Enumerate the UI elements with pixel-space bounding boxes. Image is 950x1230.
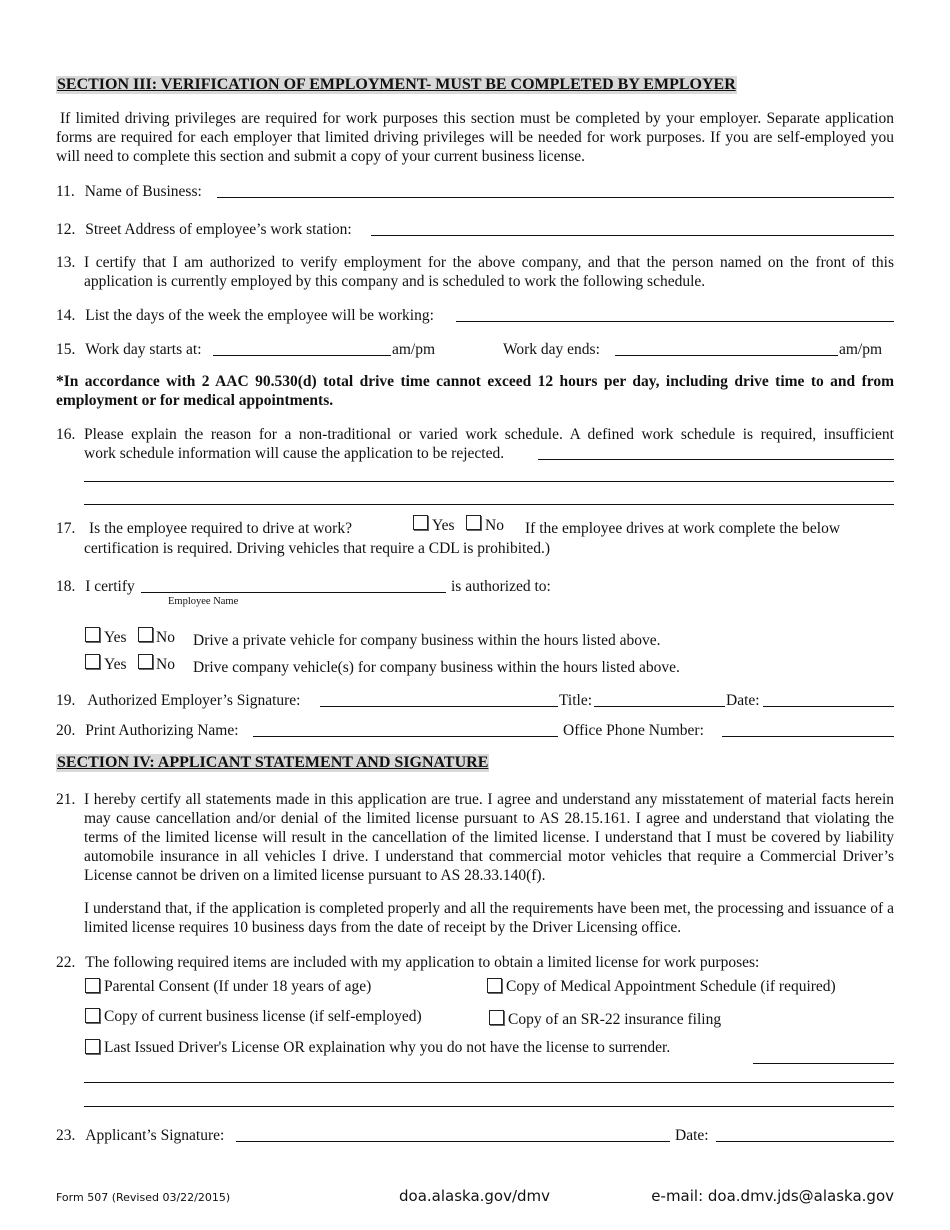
question-20: [56, 721, 239, 740]
question-16-text-line2: work schedule information will cause the application to be rejected.: [84, 445, 505, 462]
drive-time-notice: *In accordance with 2 AAC 90.530(d) total drive time cannot exceed 12 hours per day, including drive time to and from employment or for medical appointments.: [56, 373, 894, 409]
question-23: [56, 1126, 224, 1145]
license-explanation-field-3[interactable]: [84, 1106, 894, 1107]
authorizing-name-label: Print Authorizing Name:: [85, 722, 239, 739]
question-11: [56, 182, 202, 201]
question-16-number: 16.: [56, 426, 76, 443]
business-name-label: Name of Business:: [84, 183, 202, 200]
applicant-signature-label: Applicant’s Signature:: [85, 1127, 225, 1144]
private-vehicle-text: Drive a private vehicle for company business within the hours listed above.: [193, 632, 661, 649]
employer-signature-field[interactable]: [320, 706, 558, 707]
question-15: [56, 340, 202, 359]
drive-at-work-yes-checkbox[interactable]: [413, 515, 428, 530]
form-number: Form 507 (Revised 03/22/2015): [56, 1191, 231, 1204]
employer-date-field[interactable]: [763, 706, 894, 707]
company-vehicle-text: Drive company vehicle(s) for company business within the hours listed above.: [193, 659, 680, 676]
work-start-ampm: am/pm: [392, 341, 436, 358]
authorizing-name-field[interactable]: [253, 736, 558, 737]
company-vehicle-no-checkbox[interactable]: [138, 654, 153, 669]
title-label: Title:: [559, 692, 593, 709]
question-number: 23.: [56, 1127, 76, 1144]
private-vehicle-no-checkbox[interactable]: [138, 627, 153, 642]
question-number: 11.: [56, 183, 75, 200]
work-end-field[interactable]: [615, 355, 838, 356]
schedule-reason-field-2[interactable]: [84, 481, 894, 482]
required-items-label: The following required items are included with my application to obtain a limited license for work purposes:: [85, 954, 760, 971]
drive-at-work-question: Is the employee required to drive at work?: [89, 520, 352, 537]
street-address-label: Street Address of employee’s work station:: [85, 221, 352, 238]
office-phone-label: Office Phone Number:: [563, 722, 704, 739]
applicant-signature-field[interactable]: [236, 1141, 670, 1142]
question-13-number: 13.: [56, 254, 76, 271]
work-start-label: Work day starts at:: [85, 341, 202, 358]
work-end-label: Work day ends:: [503, 341, 600, 358]
question-number: 18.: [56, 578, 76, 595]
company-vehicle-yes-label: Yes: [104, 656, 127, 673]
employer-signature-label: Authorized Employer’s Signature:: [87, 692, 301, 709]
work-start-field[interactable]: [213, 355, 391, 356]
drive-at-work-instruction: If the employee drives at work complete the below: [525, 520, 841, 537]
sr22-checkbox[interactable]: [489, 1010, 504, 1025]
medical-schedule-label: Copy of Medical Appointment Schedule (if required): [506, 978, 836, 995]
title-field[interactable]: [594, 706, 725, 707]
question-18: [56, 577, 135, 596]
question-17-number: 17.: [56, 520, 76, 537]
question-12: [56, 220, 352, 239]
question-number: 15.: [56, 341, 76, 358]
website-link[interactable]: doa.alaska.gov/dmv: [399, 1187, 551, 1205]
private-vehicle-yes-checkbox[interactable]: [85, 627, 100, 642]
section-4-heading: SECTION IV: APPLICANT STATEMENT AND SIGNATURE: [57, 754, 489, 771]
employee-name-caption: Employee Name: [168, 596, 239, 607]
cdl-prohibited-note: certification is required. Driving vehicles that require a CDL is prohibited.): [84, 540, 550, 557]
employee-name-field[interactable]: [141, 592, 446, 593]
work-days-field[interactable]: [456, 321, 894, 322]
question-14: [56, 306, 434, 325]
employer-date-label: Date:: [726, 692, 760, 709]
certify-label: I certify: [85, 578, 135, 595]
question-number: 20.: [56, 722, 76, 739]
applicant-date-field[interactable]: [716, 1141, 894, 1142]
office-phone-field[interactable]: [722, 736, 894, 737]
work-end-ampm: am/pm: [839, 341, 883, 358]
question-number: 14.: [56, 307, 76, 324]
street-address-field[interactable]: [371, 235, 894, 236]
drive-at-work-no-checkbox[interactable]: [466, 515, 481, 530]
company-vehicle-no-label: No: [156, 656, 175, 673]
question-number: 12.: [56, 221, 76, 238]
private-vehicle-no-label: No: [156, 629, 175, 646]
business-name-field[interactable]: [217, 197, 894, 198]
business-license-checkbox[interactable]: [85, 1008, 100, 1023]
question-22: [56, 953, 759, 972]
schedule-reason-field-3[interactable]: [84, 504, 894, 505]
last-license-label: Last Issued Driver's License OR explaination why you do not have the license to surrender.: [104, 1039, 671, 1056]
section-3-heading: SECTION III: VERIFICATION OF EMPLOYMENT- MUST BE COMPLETED BY EMPLOYER: [57, 76, 736, 93]
drive-at-work-yes-label: Yes: [432, 517, 455, 534]
parental-consent-checkbox[interactable]: [85, 978, 100, 993]
business-license-label: Copy of current business license (if self-employed): [104, 1008, 422, 1025]
question-number: 22.: [56, 954, 76, 971]
authorized-to-label: is authorized to:: [451, 578, 551, 595]
sr22-label: Copy of an SR-22 insurance filing: [508, 1011, 722, 1028]
question-number: 19.: [56, 692, 76, 709]
email-contact[interactable]: e-mail: doa.dmv.jds@alaska.gov: [651, 1187, 894, 1205]
parental-consent-label: Parental Consent (If under 18 years of age): [104, 978, 372, 995]
applicant-statement-paragraph-1: I hereby certify all statements made in this application are true. I agree and understand any misstatement of material facts herein may cause cancellation and/or denial of the limited license pursuant to AS 28.15.161. I agree and understand that violating the terms of the limited license will result in the cancellation of the limited license. I understand that I must be covered by liability automobile insurance in all vehicles I drive. I understand that commercial motor vehicles that require a Commercial Driver’s License cannot be driven on a limited license pursuant to AS 28.33.140(f).: [84, 791, 894, 884]
medical-schedule-checkbox[interactable]: [487, 978, 502, 993]
schedule-reason-field-1[interactable]: [538, 459, 894, 460]
applicant-date-label: Date:: [675, 1127, 709, 1144]
question-19: [56, 691, 300, 710]
private-vehicle-yes-label: Yes: [104, 629, 127, 646]
question-21-number: 21.: [56, 791, 76, 808]
section-3-intro: If limited driving privileges are required for work purposes this section must be completed by your employer. Separate application forms are required for each employer that limited driving privileges will be needed for work purposes. If you are self-employed you will need to complete this section and submit a copy of your current business license.: [56, 110, 894, 165]
question-13-text: I certify that I am authorized to verify employment for the above company, and that the person named on the front of this application is currently employed by this company and is scheduled to work the following schedule.: [84, 254, 894, 290]
question-16-text-line1: Please explain the reason for a non-traditional or varied work schedule. A defined work schedule is required, insufficient: [84, 426, 894, 443]
company-vehicle-yes-checkbox[interactable]: [85, 654, 100, 669]
applicant-statement-paragraph-2: I understand that, if the application is completed properly and all the requirements have been met, the processing and issuance of a limited license requires 10 business days from the date of receipt by the Driver Licensing office.: [84, 900, 894, 936]
license-explanation-field-1[interactable]: [753, 1063, 894, 1064]
last-license-checkbox[interactable]: [85, 1039, 100, 1054]
drive-at-work-no-label: No: [485, 517, 504, 534]
license-explanation-field-2[interactable]: [84, 1082, 894, 1083]
work-days-label: List the days of the week the employee will be working:: [85, 307, 434, 324]
